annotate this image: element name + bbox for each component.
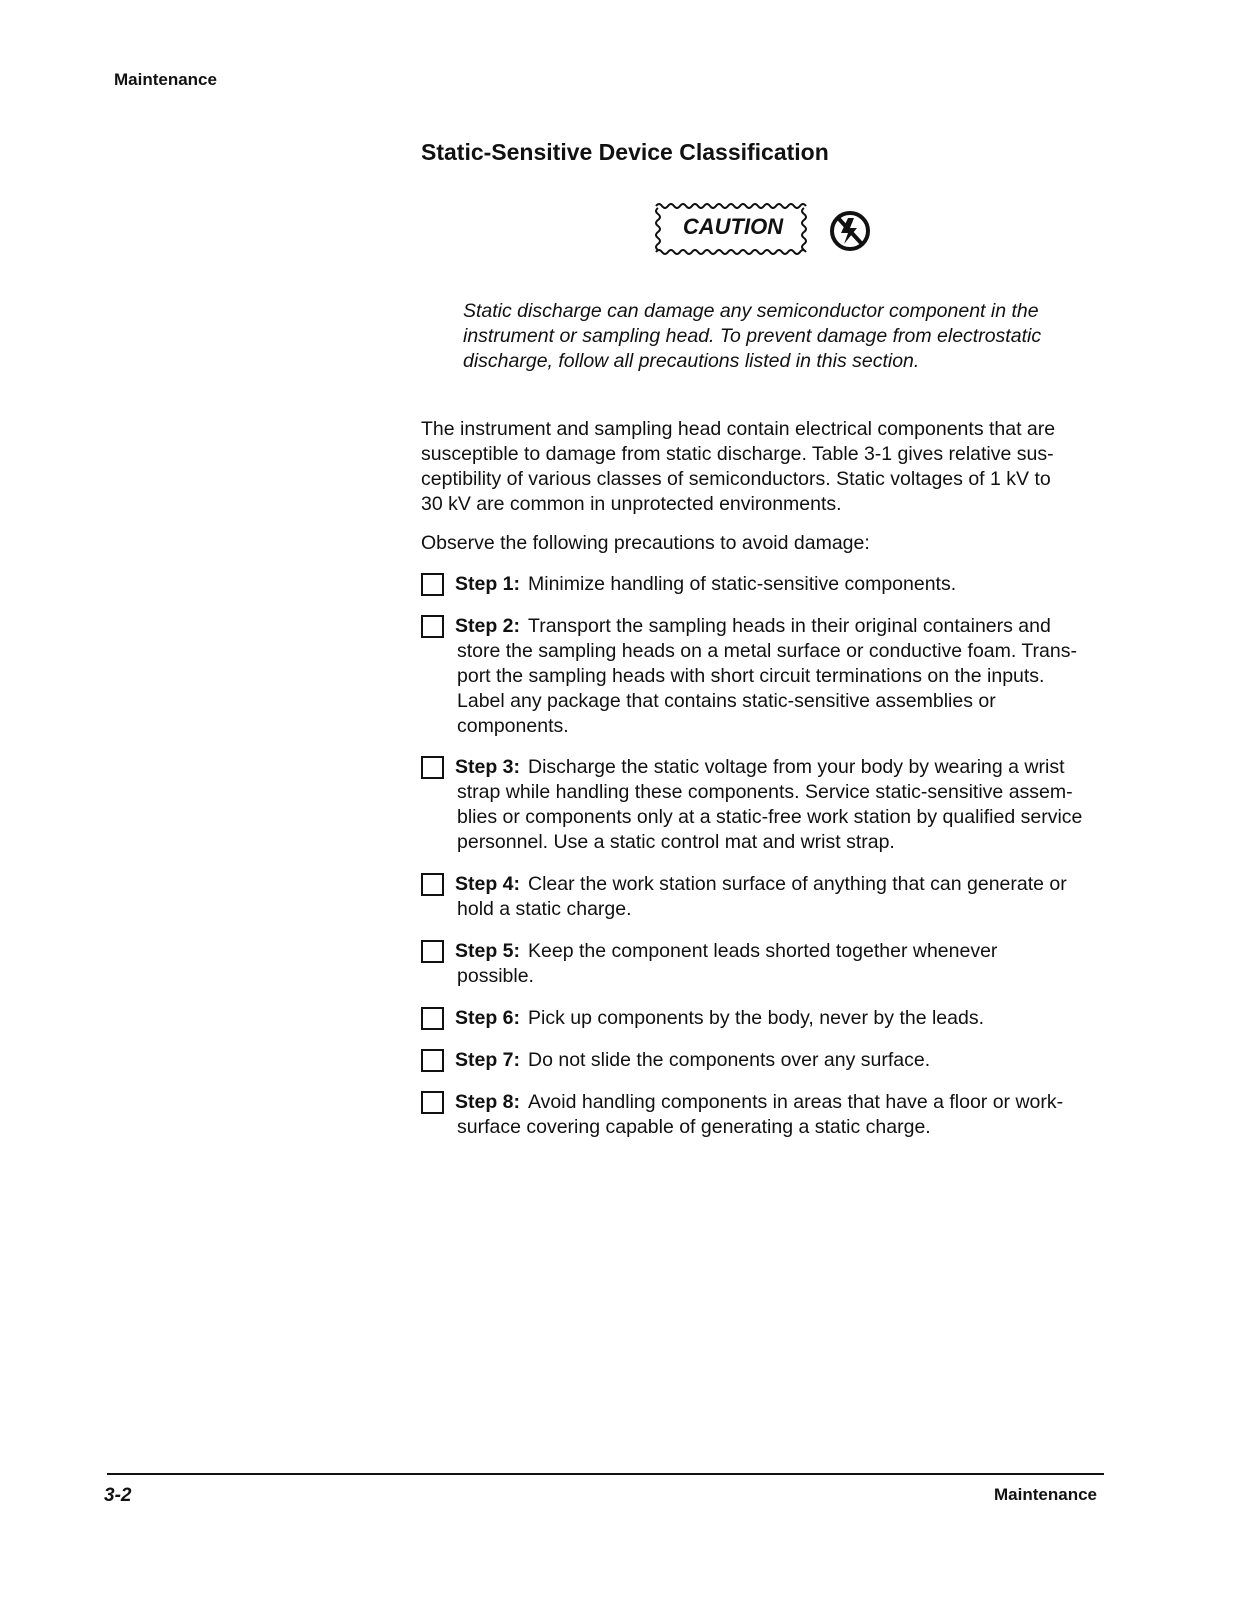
step-text: Label any package that contains static-sensitive assemblies or: [457, 690, 996, 712]
step-2: [421, 614, 1111, 739]
intro-line: susceptible to damage from static discharge. Table 3-1 gives relative sus-: [421, 443, 1054, 465]
checkbox-icon: [421, 1049, 444, 1072]
step-label: Step 6:: [455, 1007, 521, 1029]
step-text: strap while handling these components. Service static-sensitive assem-: [457, 781, 1073, 803]
step-6: [421, 1006, 1111, 1031]
step-text: surface covering capable of generating a static charge.: [457, 1116, 931, 1138]
checkbox-icon: [421, 1007, 444, 1030]
intro-line: ceptibility of various classes of semiconductors. Static voltages of 1 kV to: [421, 468, 1051, 490]
caution-text: Static discharge can damage any semiconductor component in the instrument or sampling head. To prevent damage from electrostatic discharge, follow all precautions listed in this section.: [463, 300, 1042, 372]
step-7: [421, 1048, 1111, 1073]
step-text: Discharge the static voltage from your body by wearing a wrist: [528, 756, 1065, 778]
step-label: Step 3:: [455, 756, 521, 778]
checkbox-icon: [421, 940, 444, 963]
checkbox-icon: [421, 615, 444, 638]
checkbox-icon: [421, 573, 444, 596]
checkbox-icon: [421, 873, 444, 896]
step-label: Step 2:: [455, 615, 521, 637]
running-head: Maintenance: [114, 70, 217, 89]
intro-line: The instrument and sampling head contain electrical components that are: [421, 418, 1056, 440]
step-label: Step 7:: [455, 1049, 521, 1071]
footer-section-name: Maintenance: [994, 1485, 1097, 1504]
step-text: Minimize handling of static-sensitive components.: [528, 573, 957, 595]
step-3: [421, 755, 1111, 855]
checkbox-icon: [421, 1091, 444, 1114]
precautions-intro: Observe the following precautions to avoid damage:: [421, 532, 870, 554]
intro-line: 30 kV are common in unprotected environments.: [421, 493, 842, 515]
step-text: Avoid handling components in areas that have a floor or work-: [528, 1091, 1064, 1113]
step-text: Clear the work station surface of anything that can generate or: [528, 873, 1067, 895]
footer-rule: [107, 1473, 1104, 1475]
step-label: Step 5:: [455, 940, 521, 962]
step-text: components.: [457, 715, 569, 737]
step-label: Step 1:: [455, 573, 521, 595]
step-8: [421, 1090, 1111, 1140]
step-text: personnel. Use a static control mat and wrist strap.: [457, 831, 895, 853]
step-text: blies or components only at a static-free work station by qualified service: [457, 806, 1083, 828]
page-number: 3-2: [104, 1485, 132, 1506]
step-label: Step 8:: [455, 1091, 521, 1113]
esd-warning-icon: [828, 209, 872, 253]
step-text: port the sampling heads with short circuit terminations on the inputs.: [457, 665, 1045, 687]
step-text: possible.: [457, 965, 534, 987]
step-text: Keep the component leads shorted together whenever: [528, 940, 998, 962]
step-text: hold a static charge.: [457, 898, 632, 920]
section-title: Static-Sensitive Device Classification: [421, 139, 829, 165]
step-5: [421, 939, 1111, 989]
step-1: [421, 572, 1111, 597]
caution-block: [652, 200, 882, 260]
step-text: Do not slide the components over any surface.: [528, 1049, 931, 1071]
intro-paragraph: [421, 417, 1111, 517]
step-text: Pick up components by the body, never by the leads.: [528, 1007, 985, 1029]
step-text: Transport the sampling heads in their original containers and: [528, 615, 1051, 637]
step-4: [421, 872, 1111, 922]
caution-label: CAUTION: [682, 214, 784, 239]
checkbox-icon: [421, 756, 444, 779]
step-text: store the sampling heads on a metal surface or conductive foam. Trans-: [457, 640, 1077, 662]
step-label: Step 4:: [455, 873, 521, 895]
